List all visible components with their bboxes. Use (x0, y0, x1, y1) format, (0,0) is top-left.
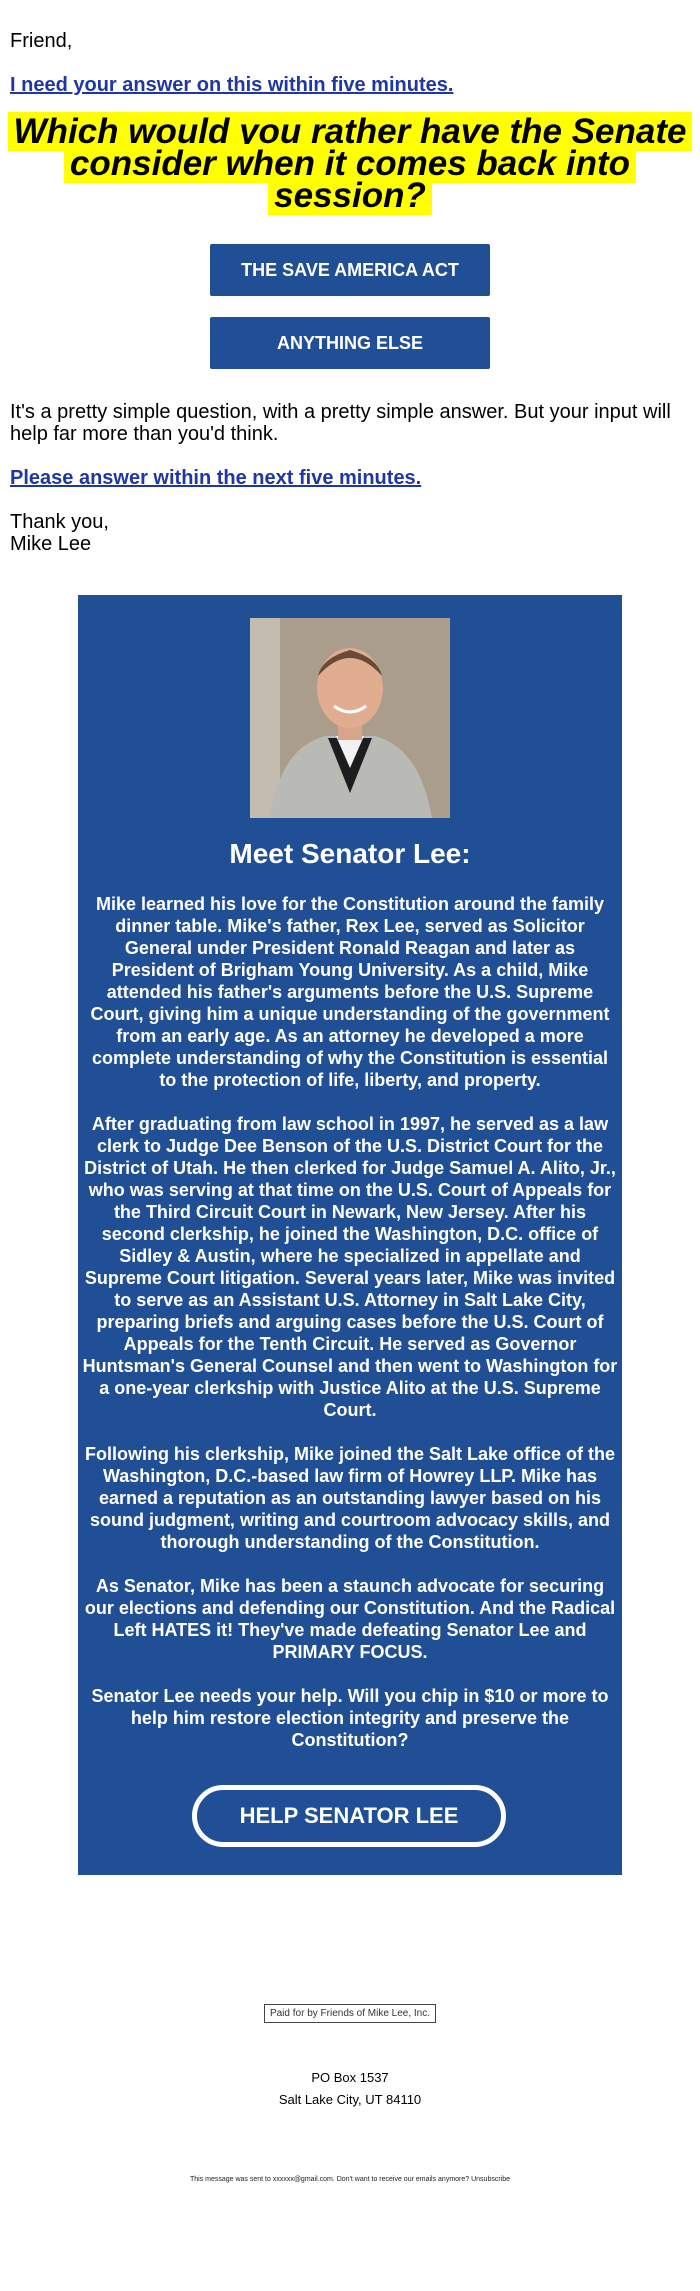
body-text: It's a pretty simple question, with a pretty simple answer. But your input will help far more than you'd think. (10, 401, 671, 445)
bio-paragraph: Following his clerkship, Mike joined the Salt Lake office of the Washington, D.C.-based law firm of Howrey LLP. Mike has earned a reputation as an outstanding lawyer based on his sound judgment, writing and courtroom advocacy skills, and thorough understanding of the Constitution. (84, 1444, 616, 1552)
headline[interactable]: Which would you rather have the Senate consider when it comes back into session? (8, 112, 693, 215)
help-senator-lee-button[interactable]: HELP SENATOR LEE (192, 1785, 506, 1847)
address-line-2: Salt Lake City, UT 84110 (278, 2092, 422, 2107)
address-line-1: PO Box 1537 (311, 2070, 389, 2085)
portrait-illustration (250, 618, 450, 818)
card-title: Meet Senator Lee: (229, 838, 471, 869)
anything-else-button[interactable]: ANYTHING ELSE (210, 317, 490, 369)
greeting: Friend, (10, 30, 73, 52)
bio-paragraph: Mike learned his love for the Constitution around the family dinner table. Mike's father, Rex Lee, served as Solicitor General under President Ronald Reagan and later as President of Brigham Young University. As a child, Mike attended his father's arguments before the U.S. Supreme Court, giving him a unique understanding of the government from an early age. As an attorney he developed a more complete understanding of why the Constitution is essential to the protection of life, liberty, and property. (90, 894, 610, 1090)
bio-paragraph: After graduating from law school in 1997, he served as a law clerk to Judge Dee Benson of the U.S. District Court for the District of Utah. He then clerked for Judge Samuel A. Alito, Jr., who was serving at that time on the U.S. Court of Appeals for the Third Circuit Court in Newark, New Jersey. After his second clerkship, he joined the Washington, D.C. office of Sidley & Austin, where he specialized in appellate and Supreme Court litigation. Several years later, Mike was invited to serve as an Assistant U.S. Attorney in Salt Lake City, preparing briefs and arguing cases before the U.S. Court of Appeals for the Tenth Circuit. He served as Governor Huntsman's General Counsel and then went to Washington for a one-year clerkship with Justice Alito at the U.S. Supreme Court. (82, 1114, 618, 1420)
headline-container (0, 112, 700, 215)
senator-photo (250, 618, 450, 818)
bio-paragraph: Senator Lee needs your help. Will you chip in $10 or more to help him restore election integrity and preserve the Constitution? (91, 1686, 609, 1750)
bio-card (78, 595, 622, 1875)
signoff: Thank you, (10, 511, 109, 533)
signature: Mike Lee (10, 533, 92, 555)
email-body-lower (0, 369, 700, 555)
card-text (82, 893, 618, 1773)
urgent-link[interactable]: I need your answer on this within five minutes. (10, 74, 454, 96)
unsubscribe-notice[interactable]: This message was sent to xxxxxx@gmail.com. Don't want to receive our emails anymore? Unsubscribe (189, 2176, 511, 2183)
bio-paragraph: As Senator, Mike has been a staunch advocate for securing our elections and defending our Constitution. And the Radical Left HATES it! They've made defeating Senator Lee and PRIMARY FOCUS. (84, 1576, 616, 1662)
answer-link[interactable]: Please answer within the next five minutes. (10, 467, 422, 489)
email-body (0, 0, 700, 96)
paid-for-disclaimer: Paid for by Friends of Mike Lee, Inc. (264, 2004, 436, 2023)
save-america-act-button[interactable]: THE SAVE AMERICA ACT (210, 244, 490, 296)
